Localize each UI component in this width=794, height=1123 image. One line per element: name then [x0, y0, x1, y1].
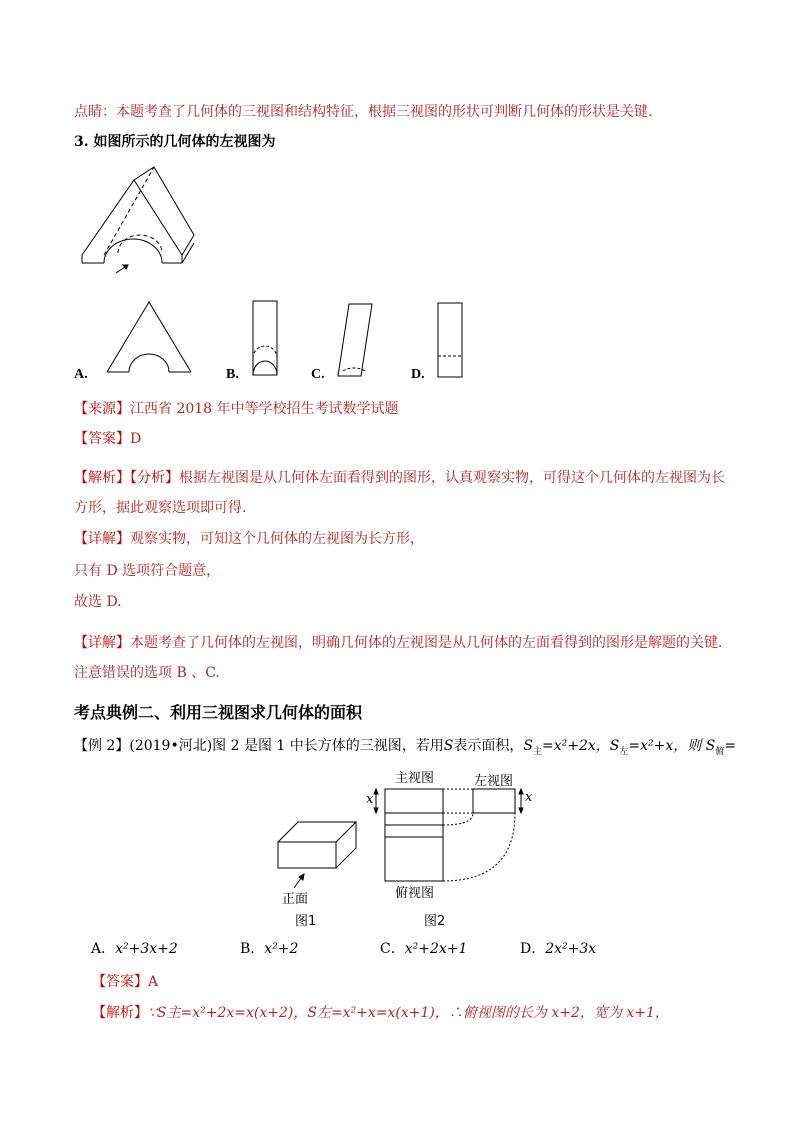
answer-tag: 【答案】: [74, 431, 130, 447]
detail-line-1: 【详解】观察实物，可知这个几何体的左视图为长方形，: [74, 531, 424, 547]
figure-1-caption: 图1: [295, 914, 317, 929]
ex2-answer-line: [92, 973, 158, 991]
option-c-label: C.: [311, 367, 325, 382]
question-3-title: 3. 如图所示的几何体的左视图为: [74, 134, 276, 150]
detail2-tag: 【详解】: [74, 635, 130, 651]
choice-d: D．2x²+3x: [520, 941, 597, 957]
x-label-left: x: [525, 790, 533, 805]
example-2-line: 【例 2】(2019•河北)图 2 是图 1 中长方体的三视图，若用S表示面积，$S_主=x^2+2x$，$S_左=x^2+x$，则 $S_俯=$: [74, 738, 737, 757]
figure-2-caption: 图2: [424, 914, 446, 929]
top-view-label: 俯视图: [395, 886, 435, 901]
top-view-rect: [385, 837, 443, 881]
analysis-line-2: 方形，据此观察选项即可得.: [74, 500, 247, 516]
left-view-rect: [473, 789, 515, 813]
option-a-figure: [107, 300, 192, 375]
detail2-line-1: 【详解】本题考查了几何体的左视图，明确几何体的左视图是从几何体的左面看得到的图形是解题的关键.: [74, 635, 723, 651]
front-label: 正面: [282, 892, 309, 907]
option-c-figure: [337, 303, 373, 377]
solid-front-outline: [82, 180, 182, 255]
solid-figure: [74, 165, 194, 275]
ex2-analysis-tag: 【解析】: [92, 1005, 148, 1021]
option-d-figure: [437, 302, 463, 378]
detail-line-2: 只有 D 选项符合题意，: [74, 563, 221, 579]
option-b-label: B.: [226, 367, 239, 382]
source-line: [74, 400, 399, 418]
dianjing-text: 点睛：本题考查了几何体的三视图和结构特征，根据三视图的形状可判断几何体的形状是关键．: [74, 104, 662, 120]
choice-b: B．x²+2: [240, 941, 299, 957]
ex2-analysis-line: 【解析】∵S主=x²+2x=x(x+2)，S左=x²+x=x(x+1)，∴俯视图的长为 x+2，宽为 x+1，: [92, 1005, 669, 1021]
option-b-figure: [252, 300, 278, 376]
source-text: 江西省 2018 年中等学校招生考试数学试题: [130, 401, 399, 417]
choice-c: C．x²+2x+1: [380, 941, 468, 957]
left-view-label: 左视图: [474, 774, 514, 789]
analysis-tag: 【解析】【分析】: [74, 470, 179, 486]
ex2-answer-text: A: [148, 974, 159, 990]
section-title: 考点典例二、利用三视图求几何体的面积: [74, 703, 363, 722]
main-view-rect: [385, 789, 443, 813]
detail-tag: 【详解】: [74, 531, 130, 547]
detail2-line-2: 注意错误的选项 B 、C.: [74, 665, 220, 681]
main-view-label: 主视图: [395, 771, 435, 786]
detail-line-3: 故选 D.: [74, 594, 122, 610]
answer-line: [74, 430, 141, 448]
analysis-line-1: 【解析】【分析】根据左视图是从几何体左面看得到的图形，认真观察实物，可得这个几何体的左视图为长: [74, 470, 725, 486]
x-label-main: x: [366, 792, 374, 807]
choice-a: A．x²+3x+2: [91, 941, 178, 957]
answer-text: D: [130, 431, 142, 447]
ex2-answer-tag: 【答案】: [92, 974, 148, 990]
option-d-label: D.: [411, 367, 425, 382]
option-a-label: A.: [74, 367, 88, 382]
source-tag: 【来源】: [74, 401, 130, 417]
